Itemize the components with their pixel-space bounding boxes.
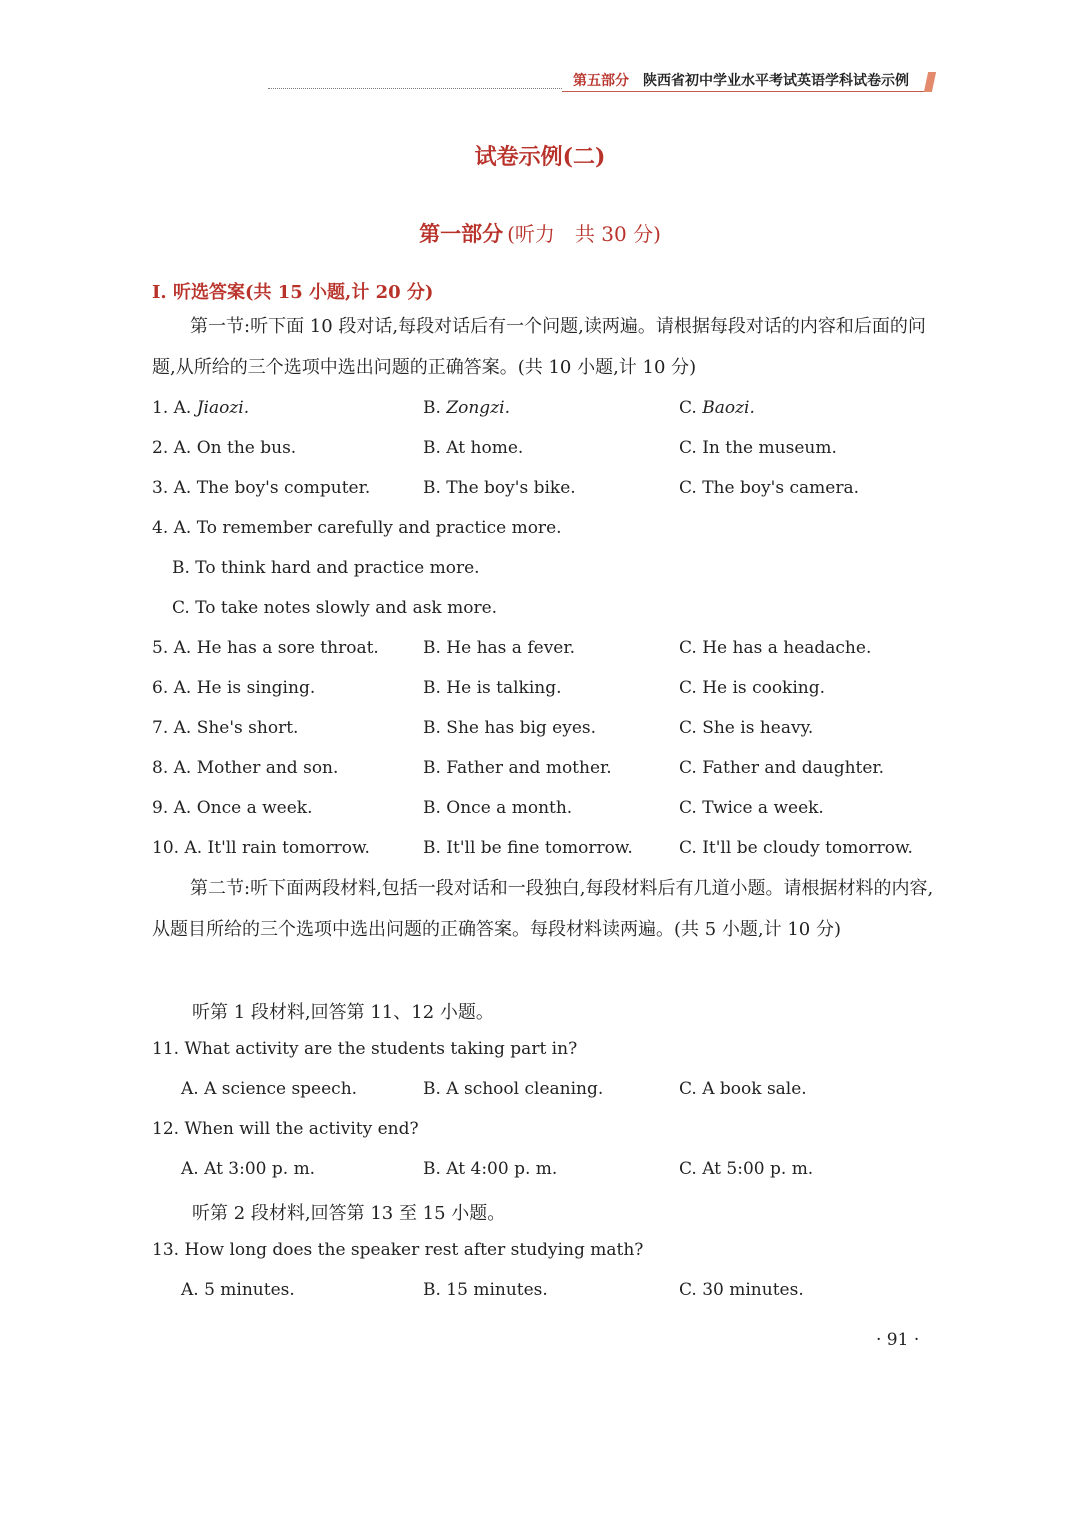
part-one-main: 第一部分	[419, 221, 504, 246]
option-b: B. Zongzi.	[423, 398, 510, 418]
option-c: C. A book sale.	[679, 1079, 807, 1099]
option-b: B. He is talking.	[423, 678, 562, 698]
option-b: B. It'll be fine tomorrow.	[423, 838, 633, 858]
header-book-title: 陕西省初中学业水平考试英语学科试卷示例	[643, 73, 909, 89]
answer-row	[0, 1159, 1080, 1183]
answer-row	[0, 1079, 1080, 1103]
option-c: C. The boy's camera.	[679, 478, 859, 498]
running-header	[573, 70, 933, 90]
header-rule	[562, 91, 924, 92]
option-a: 7. A. She's short.	[152, 718, 299, 738]
option-c: C. To take notes slowly and ask more.	[172, 598, 498, 618]
option-a: A. A science speech.	[181, 1079, 358, 1099]
option-b: B. Father and mother.	[423, 758, 612, 778]
question-row	[0, 478, 1080, 502]
material-two-instruction: 听第 2 段材料,回答第 13 至 15 小题。	[192, 1203, 506, 1224]
option-a: 6. A. He is singing.	[152, 678, 316, 698]
option-a: 8. A. Mother and son.	[152, 758, 339, 778]
option-a: 2. A. On the bus.	[152, 438, 297, 458]
question-stem: 11. What activity are the students taking part in?	[152, 1039, 578, 1059]
question-stem: 12. When will the activity end?	[152, 1119, 419, 1139]
question-row	[0, 398, 1080, 422]
option-c: C. He is cooking.	[679, 678, 826, 698]
option-a: 3. A. The boy's computer.	[152, 478, 371, 498]
section-one-heading: Ⅰ. 听选答案(共 15 小题,计 20 分)	[152, 282, 434, 303]
option-c: C. Father and daughter.	[679, 758, 885, 778]
question-row	[0, 678, 1080, 702]
option-b: B. At home.	[423, 438, 524, 458]
question-row	[0, 838, 1080, 862]
answer-row	[0, 1280, 1080, 1304]
option-a: A. At 3:00 p. m.	[181, 1159, 316, 1179]
subsection-two-instruction: 第二节:听下面两段材料,包括一段对话和一段独白,每段材料后有几道小题。请根据材料的内容,从题目所给的三个选项中选出问题的正确答案。每段材料读两遍。(共 5 小题,计 10 分)	[152, 878, 934, 940]
option-c: C. He has a headache.	[679, 638, 872, 658]
part-one-sub: (听力 共 30 分)	[507, 222, 661, 246]
option-c: C. At 5:00 p. m.	[679, 1159, 814, 1179]
option-b: B. At 4:00 p. m.	[423, 1159, 558, 1179]
option-c: C. It'll be cloudy tomorrow.	[679, 838, 913, 858]
page-number: · 91 ·	[876, 1330, 920, 1350]
option-a: 10. A. It'll rain tomorrow.	[152, 838, 370, 858]
option-c: C. 30 minutes.	[679, 1280, 804, 1300]
header-part-label: 第五部分	[573, 73, 629, 89]
option-b: B. Once a month.	[423, 798, 573, 818]
question-row	[0, 798, 1080, 822]
option-a: 9. A. Once a week.	[152, 798, 313, 818]
option-b: B. 15 minutes.	[423, 1280, 548, 1300]
question-row	[0, 638, 1080, 662]
option-b: B. He has a fever.	[423, 638, 576, 658]
option-c: C. In the museum.	[679, 438, 837, 458]
option-a: 1. A. Jiaozi.	[152, 398, 250, 418]
option-b: B. The boy's bike.	[423, 478, 576, 498]
option-c: C. Twice a week.	[679, 798, 824, 818]
option-b: B. A school cleaning.	[423, 1079, 604, 1099]
option-b: B. She has big eyes.	[423, 718, 597, 738]
option-c: C. She is heavy.	[679, 718, 814, 738]
option-a: A. 5 minutes.	[181, 1280, 295, 1300]
material-one-instruction: 听第 1 段材料,回答第 11、12 小题。	[192, 1002, 494, 1023]
option-a: 5. A. He has a sore throat.	[152, 638, 379, 658]
option-a: 4. A. To remember carefully and practice more.	[152, 518, 562, 538]
question-row	[0, 718, 1080, 742]
question-row	[0, 758, 1080, 782]
option-c: C. Baozi.	[679, 398, 755, 418]
subsection-one-instruction: 第一节:听下面 10 段对话,每段对话后有一个问题,读两遍。请根据每段对话的内容和后面的问题,从所给的三个选项中选出问题的正确答案。(共 10 小题,计 10 分)	[152, 316, 926, 378]
question-stem: 13. How long does the speaker rest after studying math?	[152, 1240, 644, 1260]
option-b: B. To think hard and practice more.	[172, 558, 480, 578]
part-one-title	[0, 218, 1080, 248]
header-dotted-rule	[268, 88, 562, 89]
question-row	[0, 438, 1080, 462]
paper-title: 试卷示例(二)	[474, 144, 606, 170]
